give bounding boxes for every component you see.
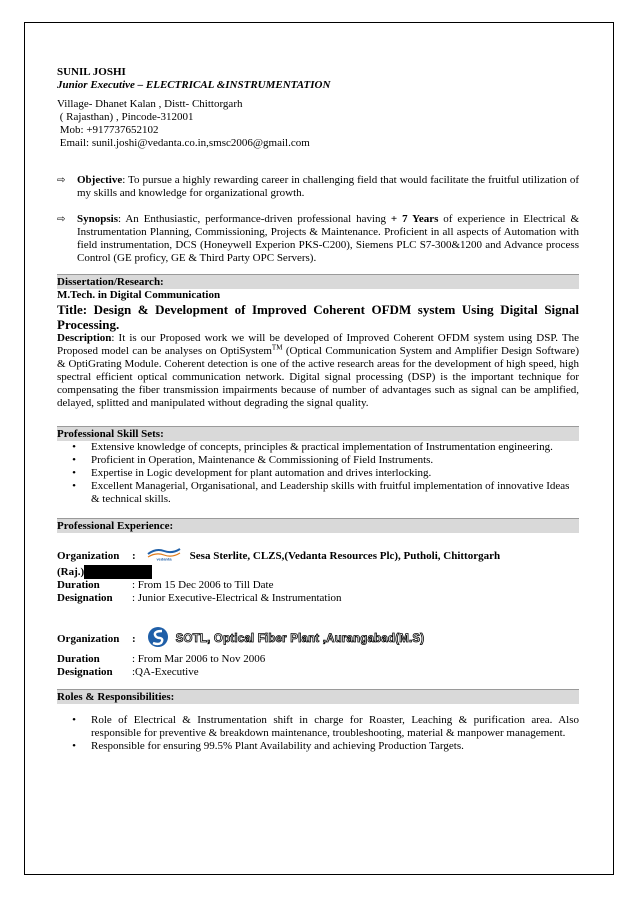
- candidate-title: Junior Executive – ELECTRICAL &INSTRUMENTATION: [57, 79, 331, 91]
- role-text: Responsible for ensuring 99.5% Plant Availability and achieving Production Targets.: [91, 740, 464, 752]
- skills-list: [57, 441, 579, 506]
- job2-designation-row: [57, 666, 579, 679]
- bullet-icon: •: [72, 441, 76, 453]
- designation-label: Designation: [57, 666, 113, 678]
- skills-header: Professional Skill Sets:: [57, 426, 579, 441]
- bullet-icon: •: [72, 714, 76, 726]
- list-item: [57, 467, 579, 480]
- bullet-icon: •: [72, 467, 76, 479]
- vedanta-logo-icon: [146, 547, 182, 565]
- address-line-1: Village- Dhanet Kalan , Distt- Chittorgarh: [57, 98, 243, 110]
- job2-duration: : From Mar 2006 to Nov 2006: [132, 653, 266, 665]
- job2-designation: :QA-Executive: [132, 666, 199, 678]
- arrow-right-icon: ⇨: [57, 175, 66, 186]
- skill-text: Proficient in Operation, Maintenance & Commissioning of Field Instruments.: [91, 454, 434, 466]
- list-item: [57, 740, 579, 753]
- candidate-name: SUNIL JOSHI: [57, 66, 126, 78]
- synopsis-label: Synopsis: [77, 213, 118, 225]
- organization-label: Organization: [57, 549, 120, 562]
- job1-organization-row: [57, 547, 579, 565]
- job2-organization-name: SOTL, Optical Fiber Plant ,Aurangabad(M.S): [175, 632, 425, 645]
- bullet-icon: •: [72, 454, 76, 466]
- colon: :: [132, 632, 136, 645]
- email-address: Email: sunil.joshi@vedanta.co.in,smsc2006@gmail.com: [57, 137, 310, 149]
- role-text: Role of Electrical & Instrumentation shift in charge for Roaster, Leaching & purification area. Also responsible for preventive & breakdown maintenance, troubleshooting, material & manpower management.: [91, 714, 579, 739]
- mobile-number: Mob: +917737652102: [57, 124, 159, 136]
- list-item: [57, 714, 579, 740]
- job1-organization-name: Sesa Sterlite, CLZS,(Vedanta Resources Plc), Putholi, Chittorgarh: [189, 549, 501, 562]
- dissertation-degree: M.Tech. in Digital Communication: [57, 289, 221, 301]
- objective-item: [57, 174, 579, 200]
- address-line-2: ( Rajasthan) , Pincode-312001: [57, 111, 194, 123]
- arrow-right-icon: ⇨: [57, 214, 66, 225]
- list-item: [57, 480, 579, 506]
- designation-label: Designation: [57, 592, 113, 604]
- organization-label: Organization: [57, 632, 120, 645]
- job1-designation-row: [57, 592, 579, 605]
- skill-text: Excellent Managerial, Organisational, and Leadership skills with fruitful implementation of innovative Ideas & technical skills.: [91, 480, 570, 505]
- colon: :: [132, 549, 136, 562]
- redaction-box: [84, 565, 152, 579]
- list-item: [57, 454, 579, 467]
- skill-text: Expertise in Logic development for plant automation and drives interlocking.: [91, 467, 432, 479]
- roles-list: [57, 714, 579, 753]
- org-state: (Raj.): [57, 566, 85, 578]
- synopsis-years: + 7 Years: [390, 213, 439, 225]
- bullet-icon: •: [72, 740, 76, 752]
- duration-label: Duration: [57, 653, 100, 665]
- description-label: Description: [57, 332, 112, 344]
- job1-organization-continued: [57, 565, 579, 579]
- trademark-mark: TM: [271, 343, 283, 352]
- bullet-icon: •: [72, 480, 76, 492]
- roles-header: Roles & Responsibilities:: [57, 689, 579, 704]
- dissertation-description: [57, 332, 579, 410]
- description-text-before: : It is our Proposed work we will be developed of Improved Coherent OFDM system using DSP. The Proposed model can be analyses on OptiSystem: [57, 332, 579, 357]
- job2-organization-row: [57, 625, 579, 653]
- resume-content: [57, 66, 579, 753]
- description-text-after: (Optical Communication System and Amplifier Design Software) & OptiGrating Module. Coherent detection is one of the active research areas for the development of high speed, high spectral efficient optical communication network. Digital signal processing (DSP) is the important technique for compensating the fiber transmission impairments because of number of advantages such as signal can be amplified, delayed, splitted and manipulated without degrading the signal quality.: [57, 345, 579, 409]
- skill-text: Extensive knowledge of concepts, principles & practical implementation of Instrumentation engineering.: [91, 441, 553, 453]
- synopsis-text-after: of experience in Electrical & Instrumentation Planning, Commissioning, Projects & Maintenance. Proficient in all aspects of Automation with field instrumentation, DCS (Honeywell Experion PKS-C200), Siemens PLC S7-300&1200 and Advance process Control (GE proficy, GE & Third Party OPC Servers).: [77, 213, 579, 264]
- synopsis-item: [57, 213, 579, 265]
- sotl-logo-icon: [146, 625, 170, 653]
- objective-text: : To pursue a highly rewarding career in challenging field that would facilitate the fruitful utilization of my skills and knowledge for organizational growth.: [77, 174, 579, 199]
- list-item: [57, 441, 579, 454]
- experience-header: Professional Experience:: [57, 518, 579, 533]
- dissertation-header: Dissertation/Research:: [57, 274, 579, 289]
- objective-label: Objective: [77, 174, 123, 186]
- synopsis-text-before: : An Enthusiastic, performance-driven professional having: [117, 213, 391, 225]
- job2-duration-row: [57, 653, 579, 666]
- dissertation-title: Title: Design & Development of Improved Coherent OFDM system Using Digital Signal Processing.: [57, 302, 579, 332]
- job1-designation: : Junior Executive-Electrical & Instrumentation: [132, 592, 342, 604]
- duration-label: Duration: [57, 579, 100, 591]
- job1-duration-row: [57, 579, 579, 592]
- job1-duration: : From 15 Dec 2006 to Till Date: [132, 579, 274, 591]
- svg-text:vedanta: vedanta: [156, 556, 172, 561]
